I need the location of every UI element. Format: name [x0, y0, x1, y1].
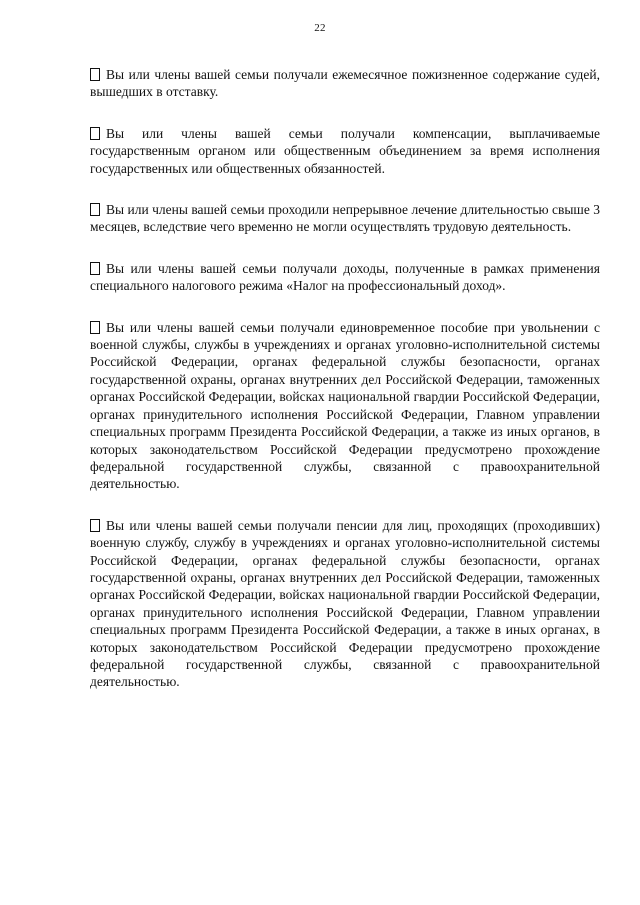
list-item [90, 201, 600, 236]
checkbox-list [90, 66, 600, 715]
checkbox[interactable] [90, 321, 100, 334]
page-number: 22 [314, 22, 326, 34]
checkbox[interactable] [90, 127, 100, 140]
item-text: Вы или члены вашей семьи получали доходы, полученные в рамках применения специального налогового режима «Налог на профессиональный доход». [90, 260, 600, 294]
item-text: Вы или члены вашей семьи получали компенсации, выплачиваемые государственным органом или общественным объединением за время исполнения государственных или общественных обязанностей. [90, 125, 600, 176]
list-item [90, 66, 600, 101]
checkbox[interactable] [90, 203, 100, 216]
checkbox[interactable] [90, 68, 100, 81]
list-item [90, 125, 600, 177]
item-text: Вы или члены вашей семьи получали ежемесячное пожизненное содержание судей, вышедших в отставку. [90, 67, 600, 100]
checkbox[interactable] [90, 262, 100, 275]
list-item [90, 319, 600, 493]
list-item [90, 517, 600, 691]
list-item [90, 260, 600, 295]
item-text: Вы или члены вашей семьи проходили непрерывное лечение длительностью свыше 3 месяцев, вследствие чего временно не могли осуществлять трудовую деятельность. [90, 202, 600, 235]
checkbox[interactable] [90, 519, 100, 532]
item-text: Вы или члены вашей семьи получали единовременное пособие при увольнении с военной службы, службы в учреждениях и органах уголовно-исполнительной системы Российской Федерации, органах федеральной службы безопасности, органах государственной охраны, органах внутренних дел Российской Федерации, таможенных органах Российской Федерации, войсках национальной гвардии Российской Федерации, органах принудительного исполнения Российской Федерации, Главном управлении специальных программ Президента Российской Федерации, а также из иных органов, в которых законодательством Российской Федерации предусмотрено прохождение федеральной государственной службы, связанной с правоохранительной деятельностью. [90, 319, 600, 492]
item-text: Вы или члены вашей семьи получали пенсии для лиц, проходящих (проходивших) военную службу, службу в учреждениях и органах уголовно-исполнительной системы Российской Федерации, органах федеральной службы безопасности, органах государственной охраны, органах внутренних дел Российской Федерации, таможенных органах Российской Федерации, войсках национальной гвардии Российской Федерации, органах принудительного исполнения Российской Федерации, Главном управлении специальных программ Президента Российской Федерации, а также в иных органах, в которых законодательством Российской Федерации предусмотрено прохождение федеральной государственной службы, связанной с правоохранительной деятельностью. [90, 517, 600, 690]
